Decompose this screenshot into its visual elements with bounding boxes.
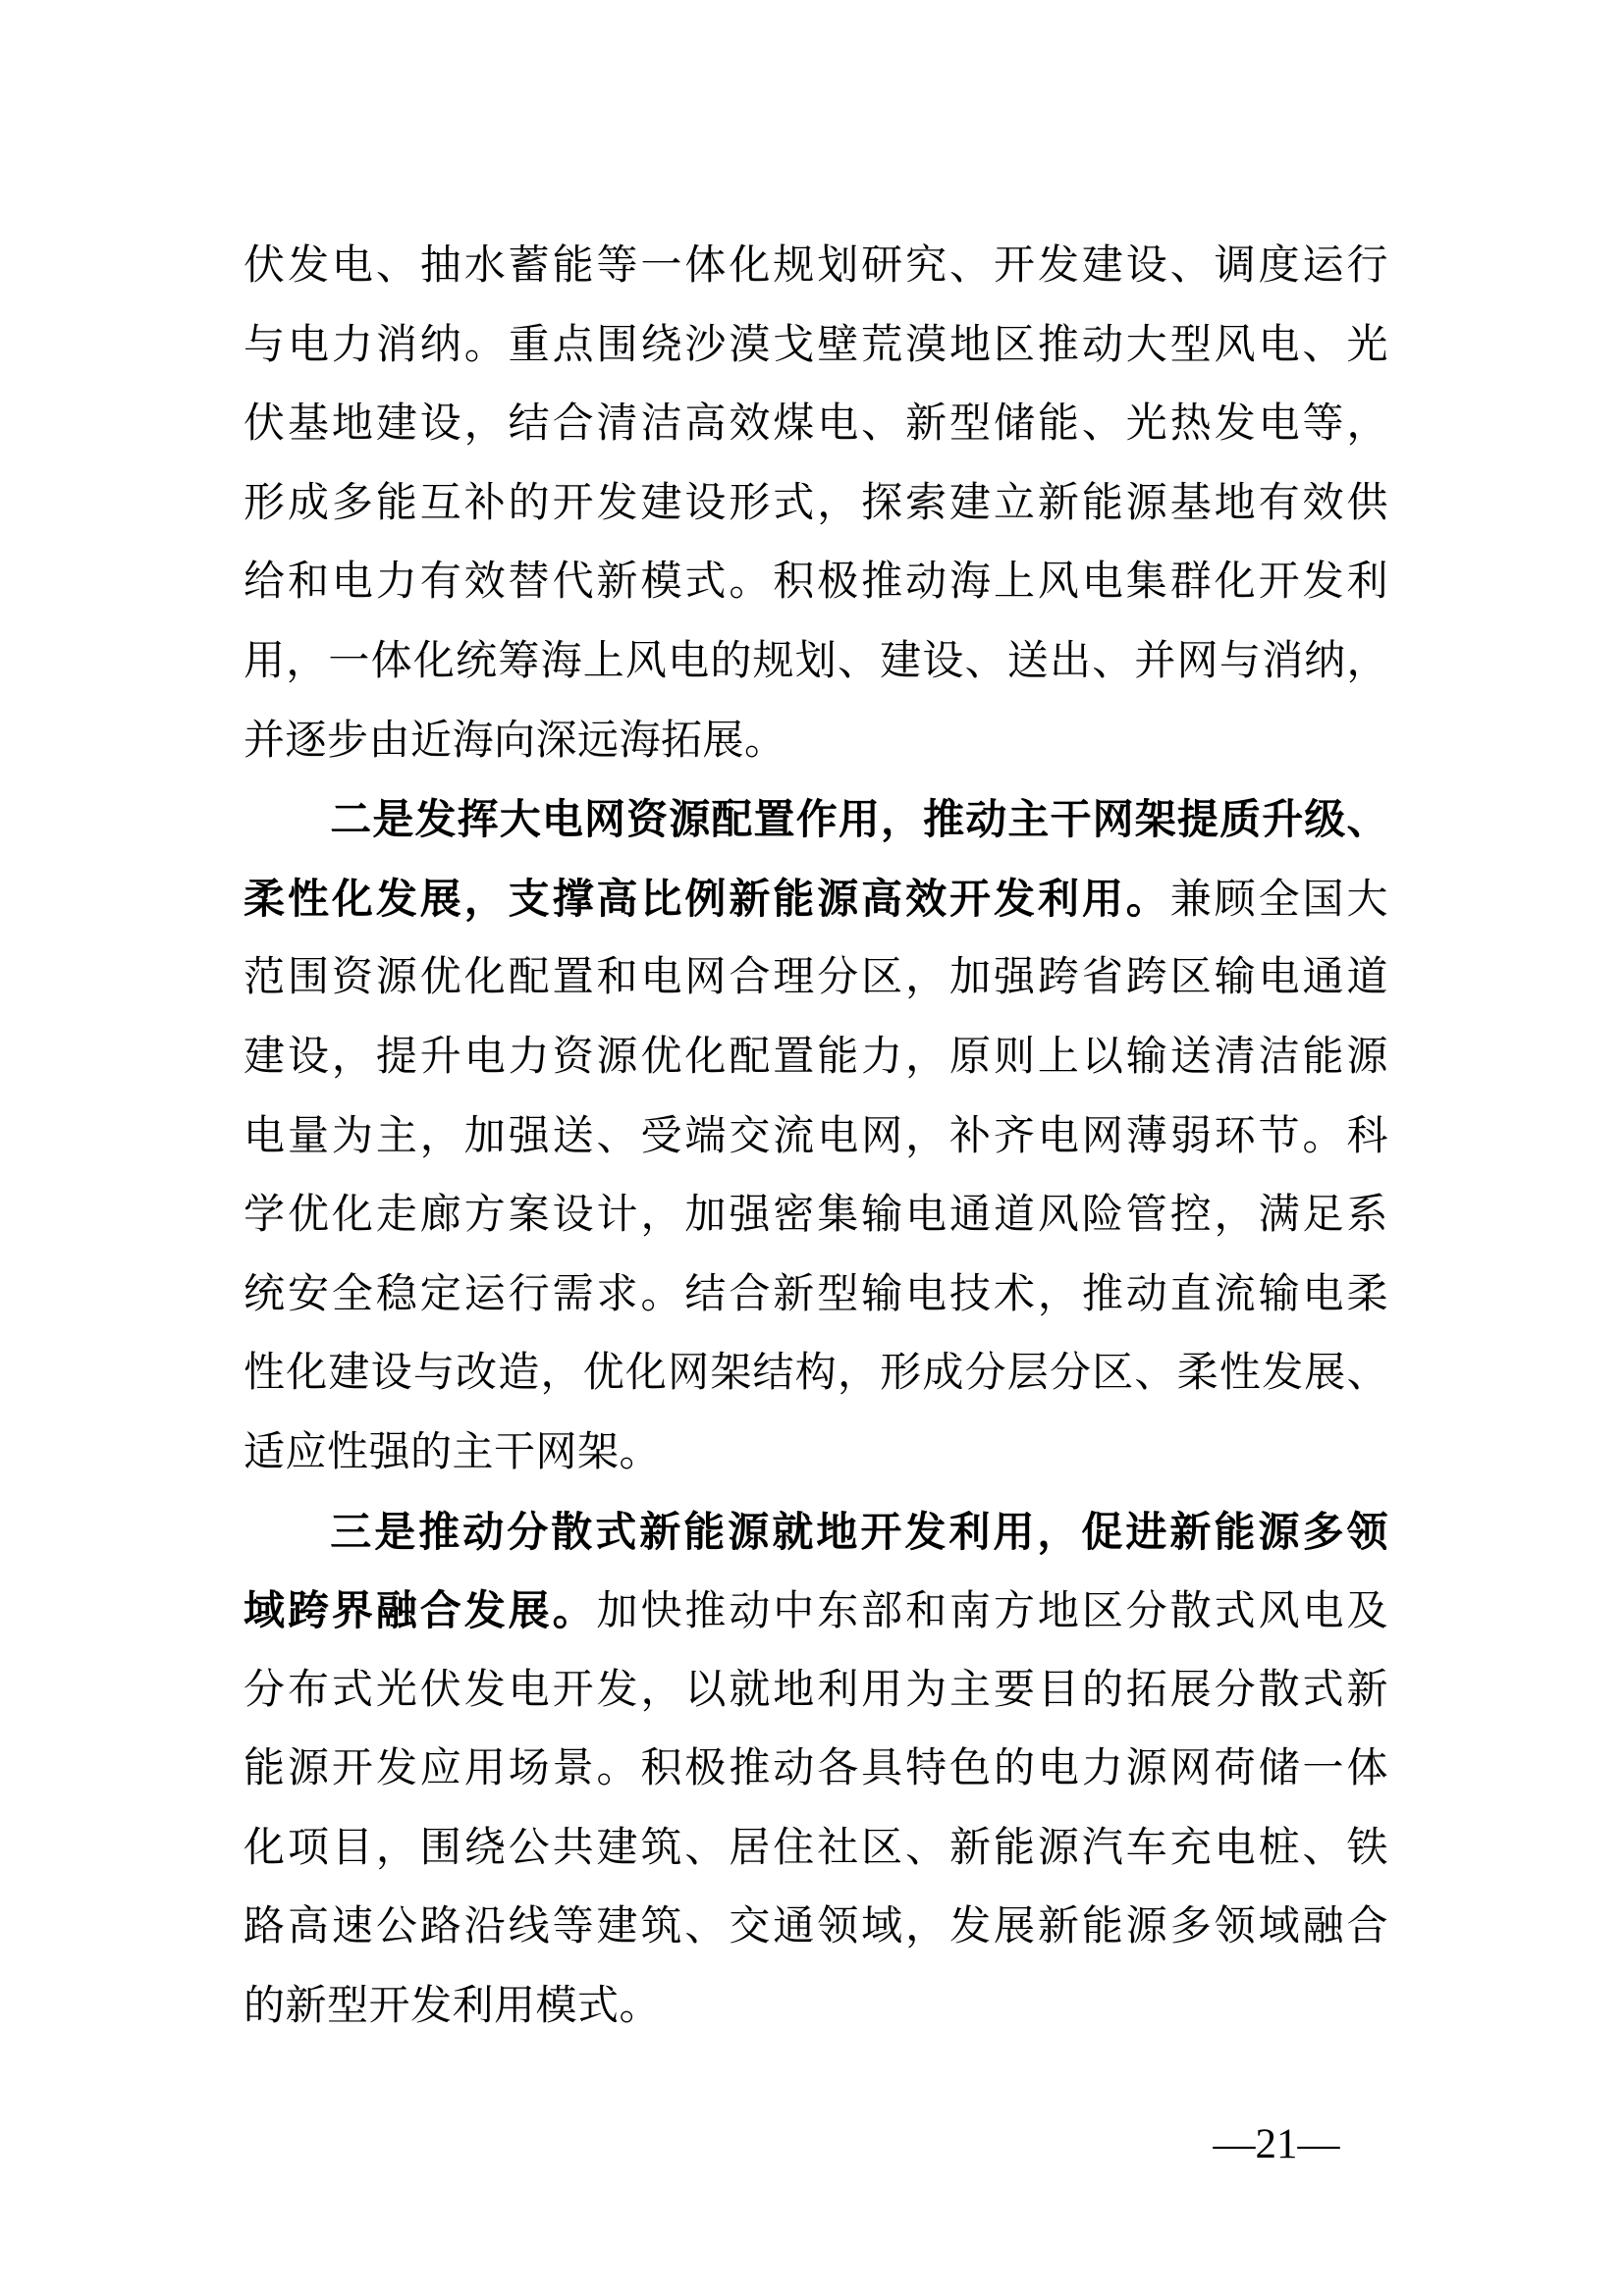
text-segment: 形成多能互补的开发建设形式，探索建立新能源基地有效供 bbox=[244, 480, 1388, 526]
text-segment: 学优化走廊方案设计，加强密集输电通道风险管控，满足系 bbox=[244, 1193, 1388, 1239]
text-line bbox=[244, 780, 1388, 860]
text-segment: 路高速公路沿线等建筑、交通领域，发展新能源多领域融合 bbox=[244, 1904, 1388, 1950]
text-segment: 统安全稳定运行需求。结合新型输电技术，推动直流输电柔 bbox=[244, 1271, 1388, 1317]
page-number: —21— bbox=[1213, 2121, 1340, 2167]
text-segment: 范围资源优化配置和电网合理分区，加强跨省跨区输电通道 bbox=[244, 955, 1388, 1001]
text-segment: 伏基地建设，结合清洁高效煤电、新型储能、光热发电等， bbox=[244, 401, 1388, 448]
text-segment: 给和电力有效替代新模式。积极推动海上风电集群化开发利 bbox=[244, 560, 1388, 606]
text-segment: 能源开发应用场景。积极推动各具特色的电力源网荷储一体 bbox=[244, 1746, 1388, 1792]
text-segment: 分布式光伏发电开发，以就地利用为主要目的拓展分散式新 bbox=[244, 1667, 1388, 1713]
text-segment: 伏发电、抽水蓄能等一体化规划研究、开发建设、调度运行 bbox=[244, 243, 1388, 289]
text-segment: 建设，提升电力资源优化配置能力，原则上以输送清洁能源 bbox=[244, 1034, 1388, 1080]
text-line bbox=[244, 1018, 1388, 1097]
bold-text-segment: 柔性化发展，支撑高比例新能源高效开发利用。 bbox=[244, 875, 1170, 922]
text-segment: 性化建设与改造，优化网架结构，形成分层分区、柔性发展、 bbox=[244, 1351, 1388, 1397]
text-line bbox=[244, 1255, 1388, 1335]
text-line bbox=[244, 702, 1388, 781]
text-line bbox=[244, 1572, 1388, 1651]
text-line bbox=[244, 938, 1388, 1018]
text-segment: 的新型开发利用模式。 bbox=[244, 1984, 662, 2030]
text-line bbox=[244, 464, 1388, 544]
text-line bbox=[244, 1334, 1388, 1414]
text-line bbox=[244, 1414, 1388, 1493]
text-segment: 兼顾全国大 bbox=[1169, 877, 1388, 923]
text-line bbox=[244, 1651, 1388, 1731]
bold-text-segment: 二是发挥大电网资源配置作用，推动主干网架提质升级、 bbox=[330, 796, 1388, 843]
text-segment: 化项目，围绕公共建筑、居住社区、新能源汽车充电桩、铁 bbox=[244, 1825, 1388, 1871]
text-segment: 与电力消纳。重点围绕沙漠戈壁荒漠地区推动大型风电、光 bbox=[244, 322, 1388, 368]
text-segment: 电量为主，加强送、受端交流电网，补齐电网薄弱环节。科 bbox=[244, 1113, 1388, 1159]
text-column bbox=[244, 227, 1388, 2047]
text-segment: 加快推动中东部和南方地区分散式风电及 bbox=[596, 1589, 1388, 1635]
text-segment: 适应性强的主干网架。 bbox=[244, 1429, 662, 1475]
text-line bbox=[244, 227, 1388, 306]
text-segment: 用，一体化统筹海上风电的规划、建设、送出、并网与消纳， bbox=[244, 638, 1388, 684]
bold-text-segment: 域跨界融合发展。 bbox=[244, 1587, 597, 1634]
text-line bbox=[244, 543, 1388, 622]
text-line bbox=[244, 1730, 1388, 1809]
text-line bbox=[244, 1176, 1388, 1255]
text-line bbox=[244, 1493, 1388, 1573]
text-line bbox=[244, 306, 1388, 386]
bold-text-segment: 三是推动分散式新能源就地开发利用，促进新能源多领 bbox=[330, 1508, 1388, 1555]
text-segment: 并逐步由近海向深远海拓展。 bbox=[244, 718, 786, 764]
text-line bbox=[244, 1888, 1388, 1967]
text-line bbox=[244, 1809, 1388, 1889]
text-line bbox=[244, 1097, 1388, 1177]
text-line bbox=[244, 1967, 1388, 2047]
text-line bbox=[244, 385, 1388, 464]
text-line bbox=[244, 860, 1388, 939]
text-line bbox=[244, 622, 1388, 702]
